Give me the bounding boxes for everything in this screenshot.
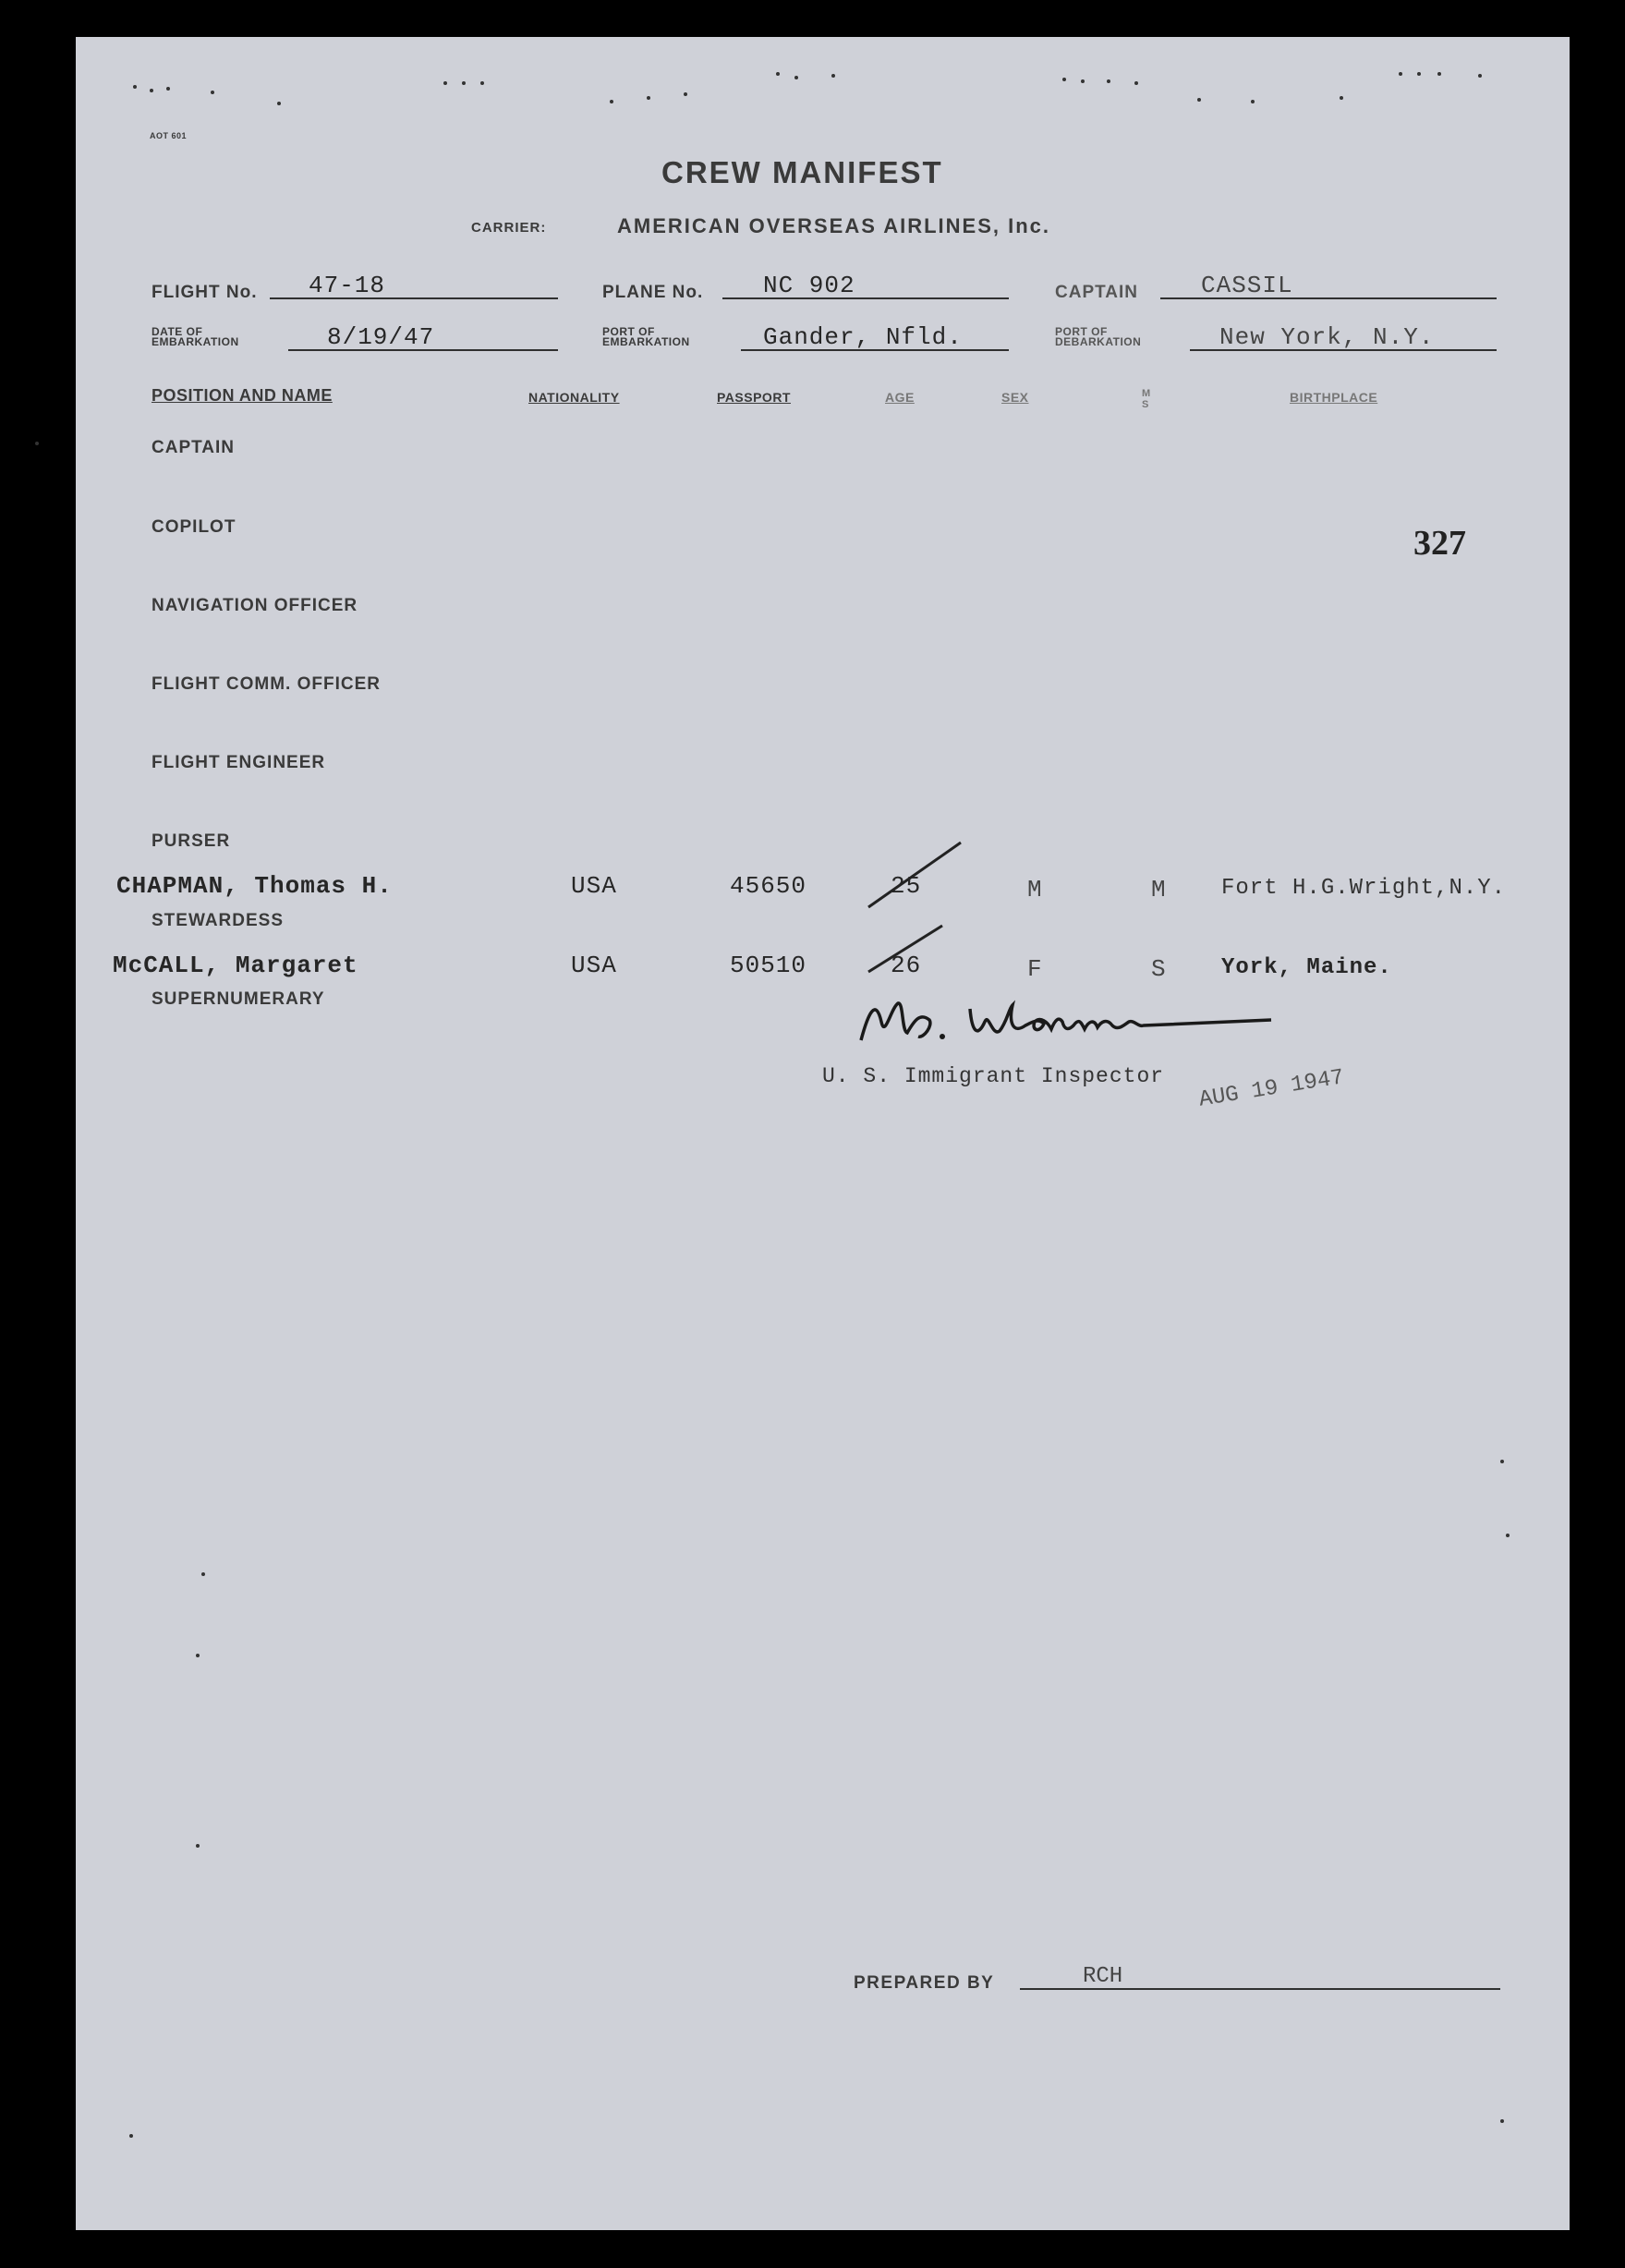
plane-number-value: NC 902 — [763, 272, 855, 299]
stray-mark — [610, 100, 613, 103]
stray-mark — [133, 85, 137, 89]
stray-mark — [647, 96, 650, 100]
stray-mark — [35, 442, 39, 445]
col-position-name: POSITION AND NAME — [152, 386, 333, 405]
col-age: AGE — [885, 390, 915, 405]
flight-number-label: FLIGHT No. — [152, 283, 258, 302]
stray-mark — [684, 92, 687, 96]
stray-mark — [1437, 72, 1441, 76]
stray-mark — [831, 74, 835, 78]
date-label: DATE OF EMBARKATION — [152, 325, 239, 348]
col-passport: PASSPORT — [717, 390, 791, 405]
position-navigation: NAVIGATION OFFICER — [152, 596, 358, 615]
page-title: CREW MANIFEST — [661, 155, 943, 189]
stray-mark — [1500, 1460, 1504, 1463]
stray-mark — [196, 1844, 200, 1848]
port-debarkation-value: New York, N.Y. — [1219, 323, 1435, 351]
crew-nationality: USA — [571, 872, 617, 900]
crew-age: 25 — [891, 872, 922, 900]
inspection-date-stamp: AUG 19 1947 — [1197, 1065, 1346, 1113]
sheet-number: 327 — [1413, 524, 1466, 563]
stray-mark — [201, 1572, 205, 1576]
crew-name: CHAPMAN, Thomas H. — [116, 872, 393, 900]
col-marital: M S — [1142, 388, 1151, 410]
plane-number-label: PLANE No. — [602, 283, 704, 302]
crew-name: McCALL, Margaret — [113, 952, 358, 979]
embarkation-date-value: 8/19/47 — [327, 323, 435, 351]
captain-label: CAPTAIN — [1055, 283, 1139, 302]
crew-age: 26 — [891, 952, 922, 979]
carrier-name: AMERICAN OVERSEAS AIRLINES, Inc. — [617, 214, 1051, 237]
carrier-label: CARRIER: — [471, 220, 547, 236]
stray-mark — [1107, 79, 1110, 83]
stray-mark — [1062, 78, 1066, 81]
position-comm: FLIGHT COMM. OFFICER — [152, 674, 381, 694]
stray-mark — [1340, 96, 1343, 100]
crew-sex: F — [1027, 955, 1043, 983]
crew-birthplace: York, Maine. — [1221, 955, 1392, 980]
prepared-by-label: PREPARED BY — [854, 1973, 995, 1993]
stray-mark — [129, 2134, 133, 2138]
stray-mark — [1251, 100, 1255, 103]
position-stewardess: STEWARDESS — [152, 911, 285, 930]
position-copilot: COPILOT — [152, 517, 236, 537]
stray-mark — [196, 1654, 200, 1657]
prepared-by-value: RCH — [1083, 1964, 1123, 1989]
stray-mark — [776, 72, 780, 76]
stray-mark — [211, 91, 214, 94]
stray-mark — [1417, 72, 1421, 76]
crew-sex: M — [1027, 876, 1043, 904]
position-captain: CAPTAIN — [152, 438, 236, 457]
crew-nationality: USA — [571, 952, 617, 979]
stray-mark — [462, 81, 466, 85]
form-code: AOT 601 — [150, 131, 188, 140]
stray-mark — [1399, 72, 1402, 76]
col-nationality: NATIONALITY — [528, 390, 620, 405]
col-birthplace: BIRTHPLACE — [1290, 390, 1378, 405]
inspector-title: U. S. Immigrant Inspector — [822, 1064, 1165, 1088]
crew-marital: M — [1151, 876, 1167, 904]
stray-mark — [1134, 81, 1138, 85]
stray-mark — [150, 89, 153, 92]
port-embarkation-label: PORT OF EMBARKATION — [602, 325, 690, 348]
captain-value: CASSIL — [1201, 272, 1293, 299]
stray-mark — [1506, 1534, 1510, 1537]
inspector-signature — [850, 985, 1284, 1059]
col-sex: SEX — [1001, 390, 1029, 405]
port-debarkation-label: PORT OF DEBARKATION — [1055, 325, 1142, 348]
stray-mark — [1081, 79, 1085, 83]
flight-number-value: 47-18 — [309, 272, 386, 299]
position-supernumerary: SUPERNUMERARY — [152, 989, 325, 1009]
stray-mark — [1500, 2119, 1504, 2123]
stray-mark — [1478, 74, 1482, 78]
position-engineer: FLIGHT ENGINEER — [152, 753, 326, 772]
position-purser: PURSER — [152, 831, 231, 851]
crew-marital: S — [1151, 955, 1167, 983]
stray-mark — [480, 81, 484, 85]
port-embarkation-value: Gander, Nfld. — [763, 323, 963, 351]
stray-mark — [1197, 98, 1201, 102]
crew-passport: 50510 — [730, 952, 807, 979]
crew-passport: 45650 — [730, 872, 807, 900]
stray-mark — [794, 76, 798, 79]
stray-mark — [166, 87, 170, 91]
crew-birthplace: Fort H.G.Wright,N.Y. — [1221, 876, 1507, 901]
stray-mark — [443, 81, 447, 85]
manifest-page — [76, 37, 1570, 2230]
stray-mark — [277, 102, 281, 105]
